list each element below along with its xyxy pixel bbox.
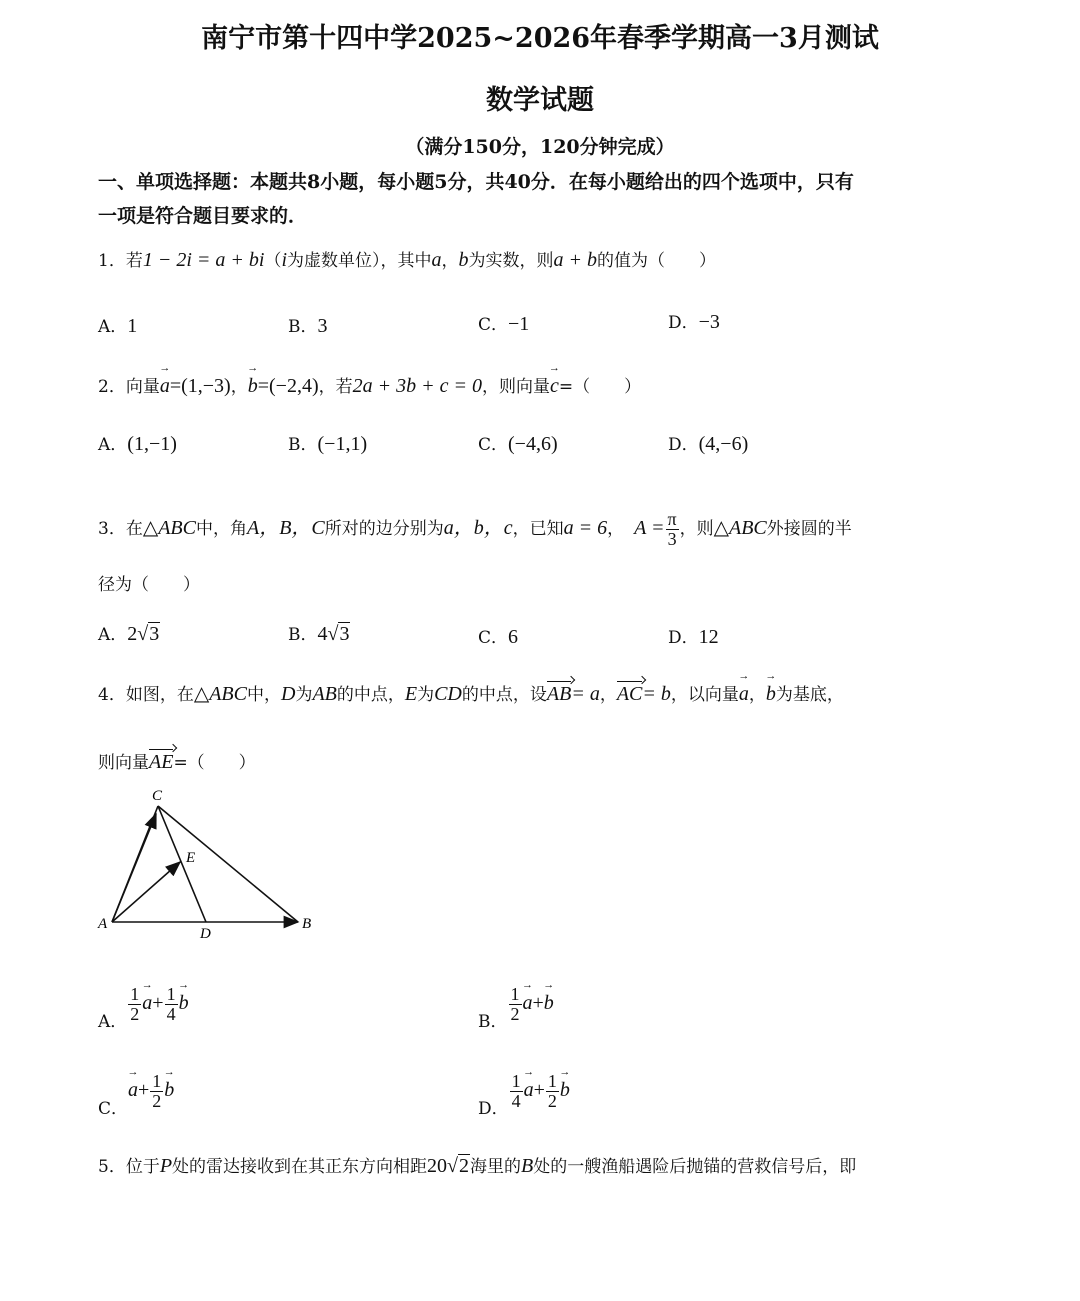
section-heading-line1: 一、单项选择题：本题共8小题，每小题5分，共40分．在每小题给出的四个选项中，只有 — [98, 171, 854, 193]
option-label: D． — [668, 628, 699, 648]
q1-text-c: 为实数，则 — [468, 251, 554, 271]
q3-text-d: ， — [607, 518, 625, 539]
option-coef: 2 — [127, 623, 138, 645]
subject-title: 数学试题 — [486, 85, 594, 116]
option-plus: + — [138, 1078, 150, 1101]
fraction-numerator: 1 — [152, 1071, 162, 1091]
q3-triangle: △ABC — [142, 516, 196, 539]
option-vec-b: → b — [179, 992, 189, 1015]
option-value: (−4,6) — [508, 433, 558, 455]
q4-vector-ae: AE — [149, 751, 174, 773]
q3-angle-fraction — [666, 510, 679, 549]
option-vec-a: → a — [128, 1079, 138, 1102]
label-b: B — [302, 916, 312, 932]
option-label: C． — [478, 628, 509, 648]
option-value: −3 — [698, 311, 720, 333]
q1-text-a: （ — [264, 251, 282, 271]
exam-info: （满分150分，120分钟完成） — [405, 136, 675, 158]
q4-option-c[interactable] — [98, 1072, 174, 1119]
fraction-numerator: 1 — [166, 984, 176, 1004]
q2-text-c: =（ ） — [558, 377, 642, 397]
q5-distance-radicand: 2 — [459, 1155, 470, 1177]
q4-vector-ab: AB — [546, 683, 572, 705]
option-plus: + — [152, 991, 164, 1014]
fraction — [509, 985, 522, 1024]
q4-vector-ac: AC — [616, 683, 643, 705]
q2-condition: 2a + 3b + c = 0 — [352, 375, 482, 397]
option-value: 1 — [127, 315, 138, 337]
q1-equation: 1 − 2i = a + bi — [142, 249, 265, 271]
option-label: D． — [668, 313, 699, 333]
fraction-denominator: 2 — [130, 1003, 140, 1024]
question-3 — [98, 510, 852, 549]
q2-vec-b-value: =(−2,4) — [257, 375, 319, 397]
option-value: (4,−6) — [698, 433, 749, 455]
q3-angle-lhs: A = — [634, 516, 665, 539]
q3-option-c[interactable] — [478, 623, 518, 649]
question-4 — [98, 680, 844, 706]
q3-option-d[interactable] — [668, 623, 719, 649]
option-vec-b: → b — [544, 992, 554, 1015]
fraction — [546, 1072, 559, 1111]
q4-point-e: E — [404, 683, 418, 705]
option-plus: + — [532, 991, 544, 1014]
option-coef: 4 — [317, 623, 328, 645]
q1-ask: a + b — [553, 249, 597, 271]
q2-option-d[interactable] — [668, 430, 748, 456]
q3-number: 3．在 — [98, 518, 143, 539]
fraction — [165, 985, 178, 1024]
fraction-denominator: 4 — [166, 1003, 176, 1024]
option-vec-a: → a — [523, 992, 533, 1015]
q4-number: 4．如图，在 — [98, 685, 194, 705]
fraction-numerator: 1 — [130, 984, 140, 1004]
option-value: (−1,1) — [317, 433, 368, 455]
option-vec-b: → b — [164, 1079, 174, 1102]
q4-line2-text-a: 则向量 — [98, 753, 149, 773]
label-a: A — [98, 916, 108, 932]
fraction-numerator: 1 — [511, 1071, 521, 1091]
q4-vec-a: → a — [739, 683, 749, 706]
q4-text-e: 的中点，设 — [461, 685, 547, 705]
q5-text-a: 处的雷达接收到在其正东方向相距 — [172, 1157, 428, 1177]
segment-cd — [158, 806, 206, 922]
option-label: A． — [98, 625, 128, 645]
q1-var-a: a — [431, 249, 442, 271]
q4-text-a: 中， — [246, 685, 281, 705]
fraction-denominator: 2 — [152, 1090, 162, 1111]
option-value: (1,−1) — [127, 433, 177, 455]
q3-option-b[interactable]: B．4√3 — [288, 623, 350, 645]
option-radicand: 3 — [149, 623, 160, 645]
q5-point-b: B — [521, 1155, 534, 1177]
fraction — [150, 1072, 163, 1111]
fraction-denominator: 2 — [547, 1090, 557, 1111]
option-value: 6 — [508, 626, 519, 648]
label-c: C — [152, 788, 163, 804]
option-label: A． — [98, 1011, 128, 1032]
q5-text-c: 处的一艘渔船遇险后抛锚的营救信号后，即 — [533, 1157, 857, 1177]
option-vec-a: → a — [524, 1079, 534, 1102]
q4-text-g: 为基底， — [775, 685, 844, 705]
q2-vec-a-value: =(1,−3) — [169, 375, 231, 397]
q3-text-c: ，已知 — [512, 518, 564, 539]
q3-a-value: a = 6 — [563, 516, 608, 539]
question-1 — [98, 246, 716, 272]
q4-option-a[interactable] — [98, 985, 189, 1032]
q4-sep-2: ， — [748, 685, 766, 705]
q2-text-b: ，则向量 — [481, 377, 550, 397]
fraction-numerator: 1 — [510, 984, 520, 1004]
q1-text-d: 的值为（ ） — [597, 251, 716, 271]
q5-text-b: 海里的 — [470, 1157, 522, 1177]
q2-sep: ， — [230, 377, 248, 397]
fraction-numerator: π — [667, 509, 677, 529]
fraction-denominator: 2 — [510, 1003, 520, 1024]
q4-eq-b: = b — [642, 683, 671, 705]
q2-text-a: ，若 — [318, 377, 353, 397]
vector-ae — [112, 862, 180, 922]
option-label: C． — [98, 1098, 129, 1119]
q4-vec-b: → b — [766, 683, 776, 706]
q4-option-b[interactable] — [478, 985, 554, 1032]
q3-text-e: ，则 — [679, 518, 714, 539]
fraction-numerator: 1 — [547, 1071, 557, 1091]
option-radicand: 3 — [339, 623, 350, 645]
q4-text-b: 为 — [295, 685, 313, 705]
q4-line-2 — [98, 748, 256, 774]
q1-number: 1．若 — [98, 251, 143, 271]
q3-text-b: 所对的边分别为 — [324, 518, 444, 539]
option-plus: + — [533, 1078, 545, 1101]
q1-option-b[interactable] — [288, 312, 328, 338]
q2-option-b[interactable] — [288, 430, 367, 456]
option-vec-a: → a — [142, 992, 152, 1015]
option-label: B． — [288, 435, 318, 455]
option-label: D． — [668, 435, 699, 455]
q4-triangle-figure — [90, 780, 330, 950]
q2-vec-a: → a — [160, 375, 170, 398]
fraction-denominator: 4 — [511, 1090, 521, 1111]
fraction-denominator: 3 — [667, 528, 677, 549]
option-label: A． — [98, 317, 128, 337]
fraction — [128, 985, 141, 1024]
question-2 — [98, 372, 641, 398]
q2-vec-b: → b — [248, 375, 258, 398]
option-label: C． — [478, 315, 509, 335]
q4-segment-ab: AB — [312, 683, 337, 705]
q4-option-d[interactable] — [478, 1072, 570, 1119]
vector-ac — [112, 814, 156, 922]
label-d: D — [200, 926, 211, 942]
q3-option-a[interactable]: A．2√3 — [98, 623, 160, 645]
q4-line2-text-b: =（ ） — [173, 753, 256, 773]
option-label: B． — [288, 625, 318, 645]
q1-i-symbol: i — [281, 249, 287, 271]
q3-text-a: 中，角 — [195, 518, 247, 539]
option-value: 12 — [698, 626, 719, 648]
q5-point-p: P — [159, 1155, 173, 1177]
q4-triangle: △ABC — [193, 683, 247, 705]
q3-line-2: 径为（ ） — [98, 575, 200, 595]
label-e: E — [186, 850, 196, 866]
q2-number: 2．向量 — [98, 377, 160, 397]
q3-text-f: 外接圆的半 — [766, 518, 852, 539]
option-label: D． — [478, 1098, 509, 1119]
q5-number: 5．位于 — [98, 1157, 160, 1177]
option-label: B． — [288, 317, 318, 337]
q1-var-b: b — [458, 249, 469, 271]
q4-point-d: D — [280, 683, 296, 705]
option-label: C． — [478, 435, 509, 455]
q3-triangle-2: △ABC — [713, 516, 767, 539]
q1-option-d[interactable] — [668, 308, 720, 334]
fraction — [510, 1072, 523, 1111]
q4-text-d: 为 — [417, 685, 435, 705]
q2-option-c[interactable] — [478, 430, 558, 456]
option-label: A． — [98, 435, 128, 455]
option-label: B． — [478, 1011, 508, 1032]
segment-cb — [158, 806, 298, 922]
option-value: 3 — [317, 315, 328, 337]
option-vec-b: → b — [560, 1079, 570, 1102]
q4-text-f: ，以向量 — [670, 685, 739, 705]
q1-text-b: 为虚数单位），其中 — [287, 251, 432, 271]
q1-sep: ， — [441, 251, 459, 271]
q4-eq-a: = a — [571, 683, 600, 705]
q1-option-a[interactable] — [98, 312, 137, 338]
option-value: −1 — [508, 313, 530, 335]
q2-option-a[interactable] — [98, 430, 177, 456]
q3-angles: A，B，C — [246, 516, 325, 539]
q4-sep: ， — [599, 685, 617, 705]
section-heading-line2: 一项是符合题目要求的． — [98, 205, 308, 227]
q4-segment-cd: CD — [434, 683, 462, 705]
q5-distance-coef: 20 — [427, 1155, 448, 1177]
q1-option-c[interactable] — [478, 310, 529, 336]
q3-sides: a，b，c — [443, 516, 513, 539]
q4-text-c: 的中点， — [336, 685, 405, 705]
exam-title: 南宁市第十四中学2025~2026年春季学期高一3月测试 — [201, 23, 879, 54]
q2-vec-c: → c — [550, 375, 559, 398]
question-5: 5．位于P处的雷达接收到在其正东方向相距20√2海里的B处的一艘渔船遇险后抛锚的营救信号后，即 — [98, 1155, 857, 1177]
